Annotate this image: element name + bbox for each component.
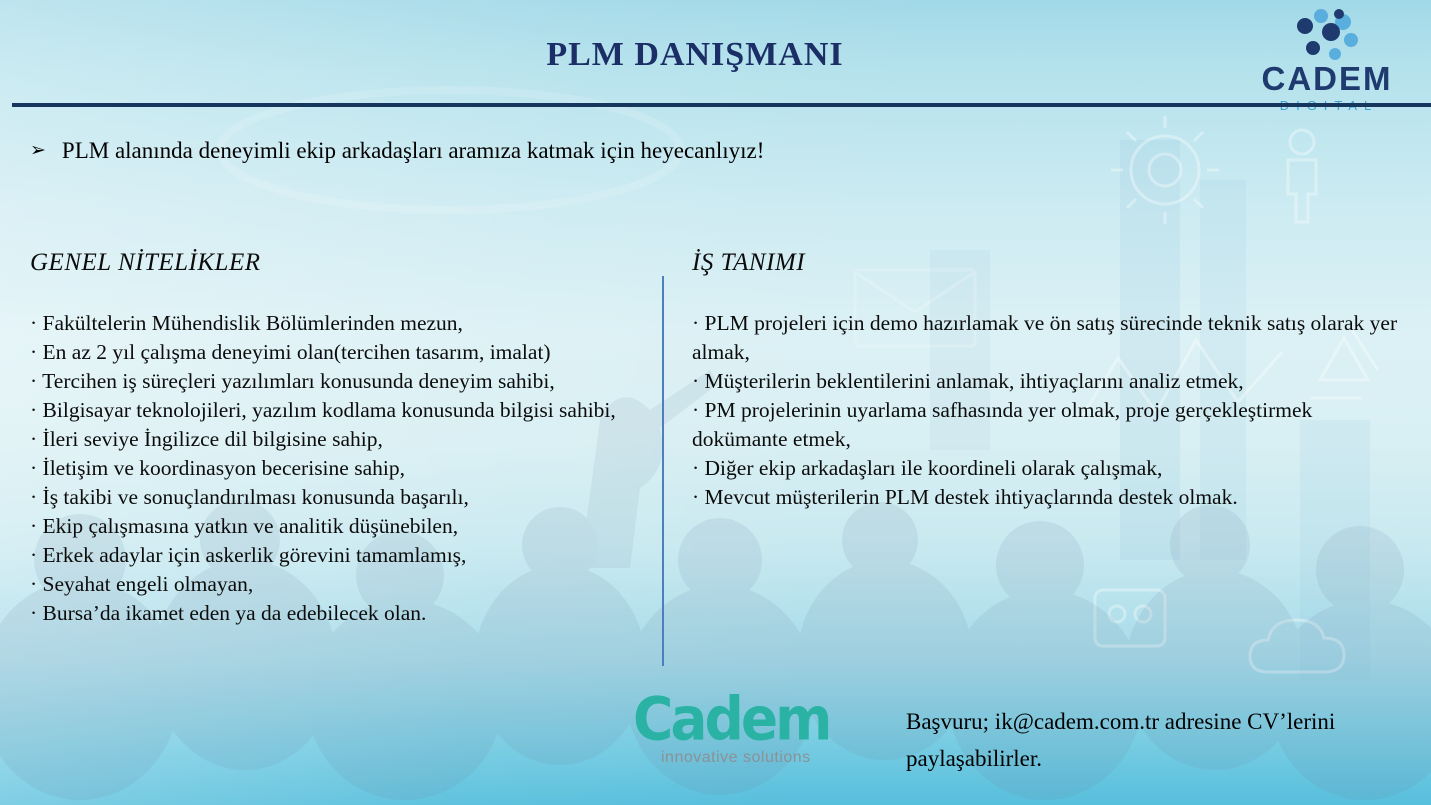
right-column-heading: İŞ TANIMI — [692, 249, 806, 276]
list-item: · Ekip çalışmasına yatkın ve analitik düşünebilen, — [30, 514, 459, 538]
list-item: · En az 2 yıl çalışma deneyimi olan(tercihen tasarım, imalat) — [30, 340, 551, 364]
list-item: · Mevcut müşterilerin PLM destek ihtiyaçlarında destek olmak. — [692, 485, 1238, 509]
list-item: · Diğer ekip arkadaşları ile koordineli olarak çalışmak, — [692, 456, 1163, 480]
list-item: · İletişim ve koordinasyon becerisine sahip, — [30, 456, 405, 480]
intro-text: PLM alanında deneyimli ekip arkadaşları aramıza katmak için heyecanlıyız! — [61, 138, 765, 163]
cadem-logo-tagline: innovative solutions — [661, 749, 811, 766]
intro-line — [30, 138, 764, 164]
list-item: · İş takibi ve sonuçlandırılması konusunda başarılı, — [30, 485, 469, 509]
list-item: · Bursa’da ikamet eden ya da edebilecek olan. — [30, 601, 427, 625]
list-item: · İleri seviye İngilizce dil bilgisine sahip, — [30, 427, 383, 451]
list-item: · Tercihen iş süreçleri yazılımları konusunda deneyim sahibi, — [30, 369, 555, 393]
list-item: · Erkek adaylar için askerlik görevini tamamlamış, — [30, 543, 467, 567]
list-item: · Fakültelerin Mühendislik Bölümlerinden mezun, — [30, 311, 463, 335]
brand-name: CADEM — [1261, 60, 1393, 97]
cadem-logo-wordmark: Cadem — [633, 684, 830, 754]
application-contact-text: Başvuru; ik@cadem.com.tr adresine CV’lerini paylaşabilirler. — [906, 709, 1336, 771]
job-description-list — [692, 309, 1406, 512]
list-item: · PM projelerinin uyarlama safhasında yer olmak, proje gerçekleştirmek dokümante etmek, — [692, 398, 1313, 451]
page-title: PLM DANIŞMANI — [546, 36, 844, 73]
arrow-bullet-icon: ➢ — [30, 140, 46, 161]
list-item: · Seyahat engeli olmayan, — [30, 572, 254, 596]
column-divider — [662, 276, 664, 666]
left-column-heading: GENEL NİTELİKLER — [30, 249, 261, 276]
cadem-footer-logo — [633, 684, 830, 767]
list-item: · Bilgisayar teknolojileri, yazılım kodlama konusunda bilgisi sahibi, — [30, 398, 616, 422]
list-item: · PLM projeleri için demo hazırlamak ve ön satış sürecinde teknik satış olarak yer almak, — [692, 311, 1398, 364]
qualifications-list — [30, 309, 660, 628]
brand-block — [1249, 6, 1405, 113]
header-rule — [12, 103, 1431, 107]
cadem-digital-logo-icon — [1291, 6, 1363, 62]
list-item: · Müşterilerin beklentilerini anlamak, ihtiyaçlarını analiz etmek, — [692, 369, 1244, 393]
